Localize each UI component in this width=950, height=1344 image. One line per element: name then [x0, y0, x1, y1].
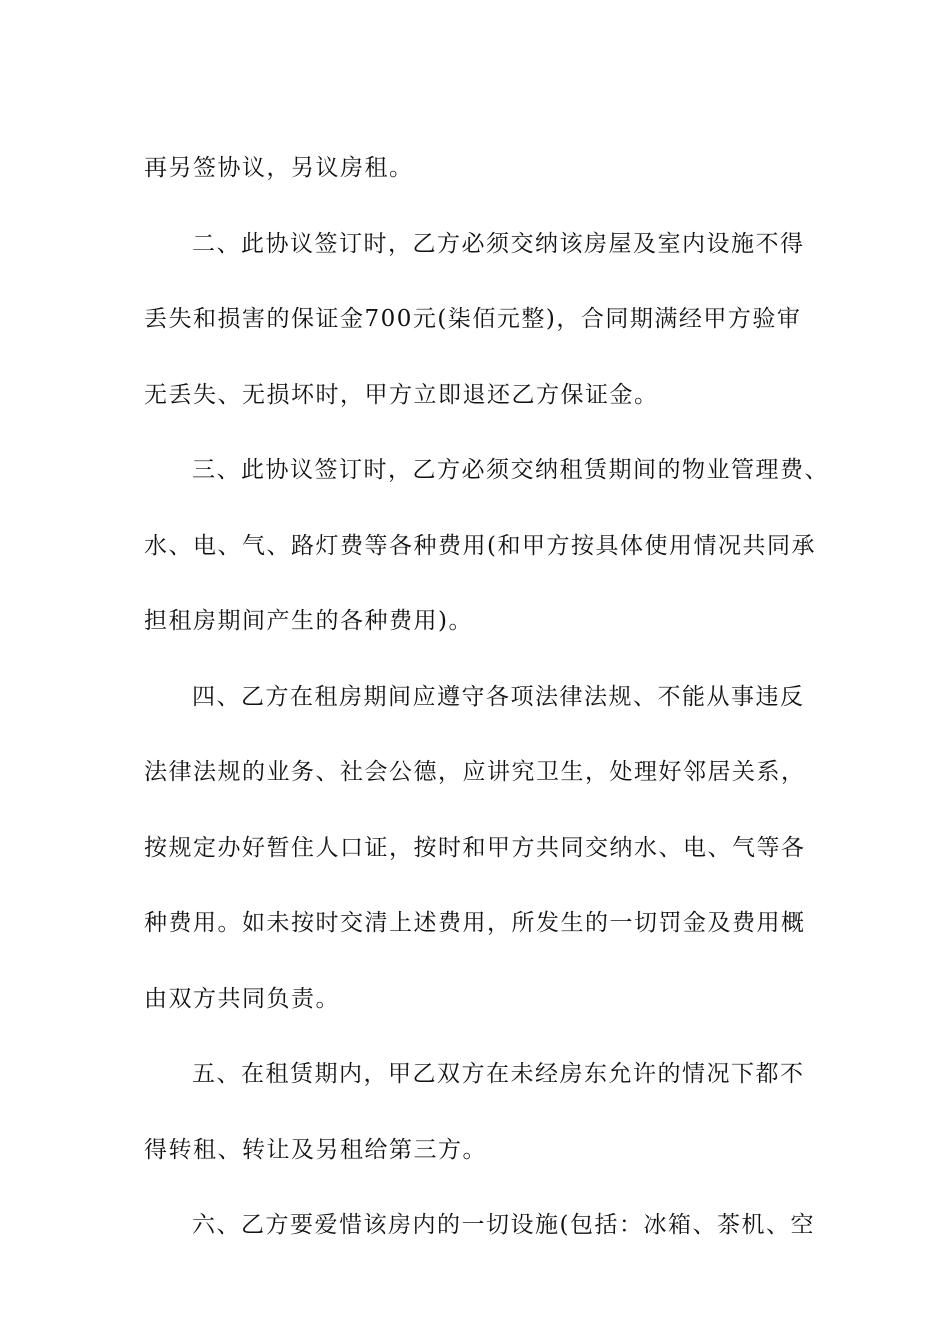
text-line: 无丢失、无损坏时，甲方立即退还乙方保证金。: [144, 381, 659, 408]
text-line: 二、此协议签订时，乙方必须交纳该房屋及室内设施不得: [192, 230, 805, 257]
text-line: 六、乙方要爱惜该房内的一切设施(包括：冰箱、茶机、空: [192, 1212, 815, 1238]
text-line: 种费用。如未按时交清上述费用，所发生的一切罚金及费用概: [144, 910, 806, 936]
text-line: 由双方共同负责。: [144, 985, 340, 1012]
text-line: 三、此协议签订时，乙方必须交纳租赁期间的物业管理费、: [192, 457, 829, 483]
text-line: 四、乙方在租房期间应遵守各项法律法规、不能从事违反: [192, 683, 805, 710]
text-line: 按规定办好暂住人口证，按时和甲方共同交纳水、电、气等各: [144, 834, 806, 861]
text-line: 丢失和损害的保证金700元(柒佰元整)，合同期满经甲方验审: [144, 306, 802, 332]
text-line: 水、电、气、路灯费等各种费用(和甲方按具体使用情况共同承: [144, 532, 816, 559]
text-line: 再另签协议，另议房租。: [144, 155, 414, 181]
text-line: 担租房期间产生的各种费用)。: [144, 608, 473, 634]
text-line: 五、在租赁期内，甲乙双方在未经房东允许的情况下都不: [192, 1061, 805, 1087]
text-line: 法律法规的业务、社会公德，应讲究卫生，处理好邻居关系，: [144, 759, 806, 785]
document-body: [144, 131, 829, 1264]
text-line: 得转租、转让及另租给第三方。: [144, 1136, 487, 1163]
